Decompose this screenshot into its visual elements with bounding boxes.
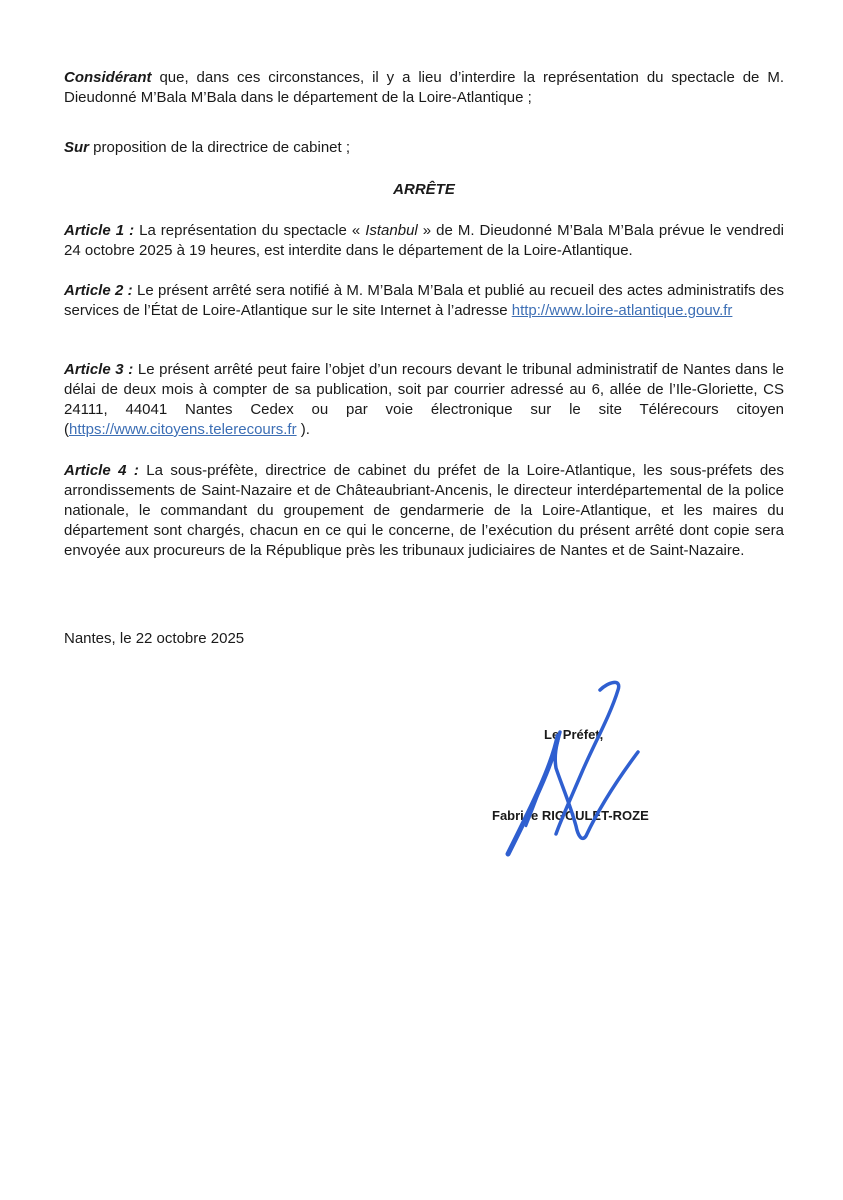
considerant-text: que, dans ces circonstances, il y a lieu d’interdire la représentation du spectacle de M. Dieudonné M’Bala M’Bala dans le département de la Loire-Atlantique ; <box>64 69 784 106</box>
article-2 <box>64 281 784 321</box>
signatory-title: Le Préfet, <box>544 727 604 742</box>
article-1-lead: Article 1 : <box>64 222 135 239</box>
article-4 <box>64 461 784 561</box>
article-3-link[interactable]: https://www.citoyens.telerecours.fr <box>69 421 297 438</box>
handwritten-signature <box>490 676 650 866</box>
article-3-lead: Article 3 : <box>64 361 134 378</box>
article-2-lead: Article 2 : <box>64 282 133 299</box>
article-2-text: Le présent arrêté sera notifié à M. M’Bala M’Bala et publié au recueil des actes administratifs des services de l’État de Loire-Atlantique sur le site Internet à l’adresse <box>64 282 784 319</box>
sur-lead: Sur <box>64 139 90 156</box>
signature-strokes <box>508 682 638 854</box>
article-4-text: La sous-préfète, directrice de cabinet du préfet de la Loire-Atlantique, les sous-préfets des arrondissements de Saint-Nazaire et de Châteaubriant-Ancenis, le directeur interdépartemental de la police nationale, le commandant du groupement de gendarmerie de la Loire-Atlantique, et les maires du département sont chargés, chacun en ce qui le concerne, de l’exécution du présent arrêté dont copie sera envoyée aux procureurs de la République près les tribunaux judiciaires de Nantes et de Saint-Nazaire. <box>64 462 785 559</box>
article-1 <box>64 221 784 261</box>
arrete-heading: ARRÊTE <box>393 181 455 198</box>
sur-paragraph <box>64 138 784 158</box>
signatory-name: Fabrice RIGOULET-ROZE <box>492 808 649 823</box>
article-3 <box>64 360 784 440</box>
article-3-text-end: ). <box>296 421 310 438</box>
article-4-lead: Article 4 : <box>64 462 139 479</box>
article-2-link[interactable]: http://www.loire-atlantique.gouv.fr <box>511 302 733 319</box>
date-line: Nantes, le 22 octobre 2025 <box>64 630 245 647</box>
article-1-text-b: » de M. Dieudonné M’Bala M’Bala prévue le vendredi 24 octobre 2025 à 19 heures, est interdite dans le département de la Loire-Atlantique. <box>64 222 784 259</box>
considerant-lead: Considérant <box>64 69 152 86</box>
article-3-text: Le présent arrêté peut faire l’objet d’un recours devant le tribunal administratif de Nantes dans le délai de deux mois à compter de sa publication, soit par courrier adressé au 6, allée de l’Ile-Gloriette, CS 24111, 44041 Nantes Cedex ou par voie électronique sur le site Télérecours citoyen ( <box>64 361 784 438</box>
sur-text: proposition de la directrice de cabinet ; <box>89 139 350 156</box>
article-1-show-title: Istanbul <box>365 222 418 239</box>
considerant-paragraph <box>64 68 784 108</box>
article-1-text-a: La représentation du spectacle « <box>134 222 366 239</box>
